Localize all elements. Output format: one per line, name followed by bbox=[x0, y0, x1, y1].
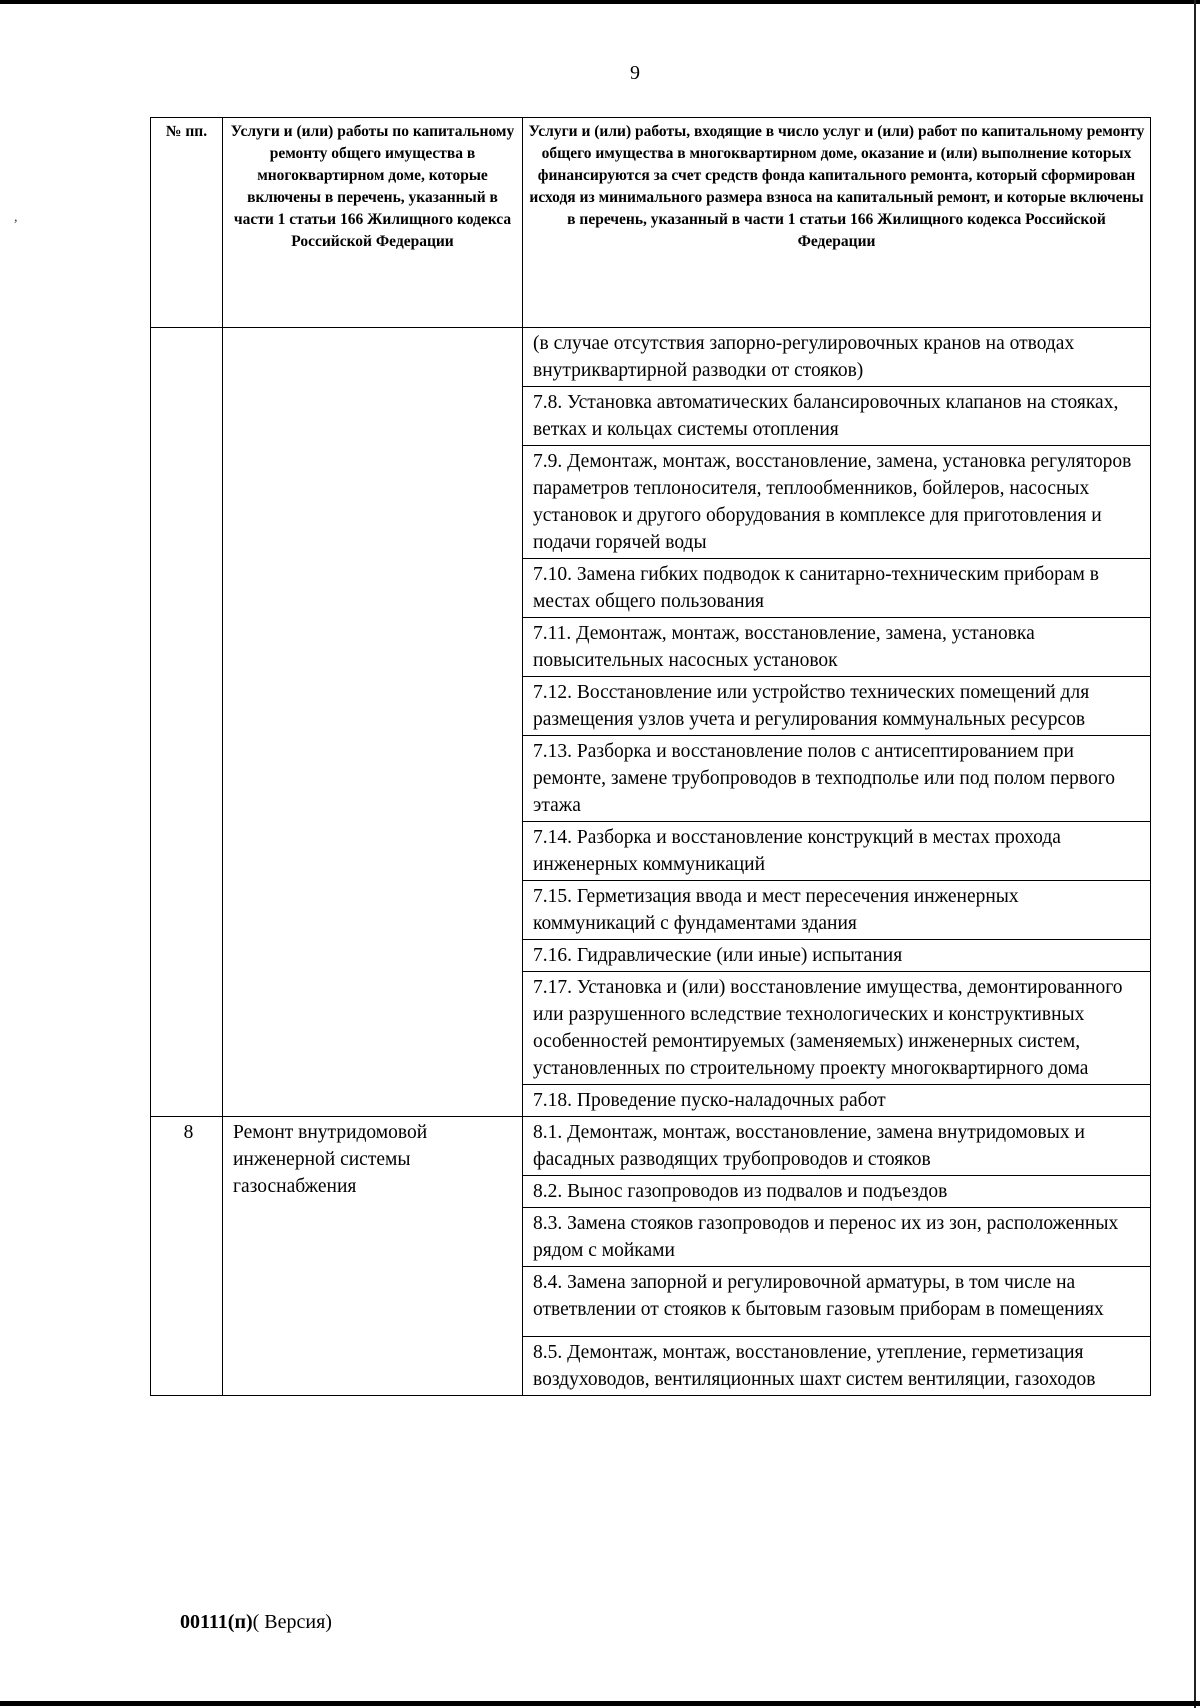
scan-edge-right bbox=[1194, 0, 1196, 1708]
section8-title: Ремонт внутридомовой инженерной системы газоснабжения bbox=[223, 1117, 523, 1396]
section7-title-cell bbox=[223, 328, 523, 1117]
section8-number: 8 bbox=[151, 1117, 223, 1396]
capital-repair-table bbox=[150, 117, 1151, 1396]
section7-item: 7.8. Установка автоматических балансировочных клапанов на стояках, ветках и кольцах системы отопления bbox=[523, 387, 1151, 446]
section7-item: 7.11. Демонтаж, монтаж, восстановление, замена, установка повысительных насосных установок bbox=[523, 618, 1151, 677]
document-version: ( Версия) bbox=[252, 1611, 332, 1633]
section7-item: 7.10. Замена гибких подводок к санитарно-техническим приборам в местах общего пользования bbox=[523, 559, 1151, 618]
section8-item: 8.5. Демонтаж, монтаж, восстановление, утепление, герметизация воздуховодов, вентиляционных шахт систем вентиляции, газоходов bbox=[523, 1337, 1151, 1396]
section7-item: 7.13. Разборка и восстановление полов с антисептированием при ремонте, замене трубопроводов в техподполье или под полом первого этажа bbox=[523, 736, 1151, 822]
section7-item: 7.16. Гидравлические (или иные) испытания bbox=[523, 940, 1151, 972]
scan-speck: , bbox=[14, 210, 18, 225]
section7-item: 7.15. Герметизация ввода и мест пересечения инженерных коммуникаций с фундаментами здания bbox=[523, 881, 1151, 940]
section7-item: (в случае отсутствия запорно-регулировочных кранов на отводах внутриквартирной разводки от стояков) bbox=[523, 328, 1151, 387]
section7-number-cell bbox=[151, 328, 223, 1117]
section8-item: 8.3. Замена стояков газопроводов и перенос их из зон, расположенных рядом с мойками bbox=[523, 1208, 1151, 1267]
section7-item: 7.14. Разборка и восстановление конструкций в местах прохода инженерных коммуникаций bbox=[523, 822, 1151, 881]
table-row bbox=[151, 1117, 1151, 1176]
table-row bbox=[151, 328, 1151, 387]
section7-item: 7.18. Проведение пуско-наладочных работ bbox=[523, 1085, 1151, 1117]
section7-item: 7.12. Восстановление или устройство технических помещений для размещения узлов учета и регулирования коммунальных ресурсов bbox=[523, 677, 1151, 736]
header-details: Услуги и (или) работы, входящие в число услуг и (или) работ по капитальному ремонту общего имущества в многоквартирном доме, оказание и (или) выполнение которых финансируются за счет средств фонда капитального ремонта, который сформирован исходя из минимального размера взноса на капитальный ремонт, и которые включены в перечень, указанный в части 1 статьи 166 Жилищного кодекса Российской Федерации bbox=[523, 118, 1151, 328]
section8-item: 8.1. Демонтаж, монтаж, восстановление, замена внутридомовых и фасадных разводящих трубопроводов и стояков bbox=[523, 1117, 1151, 1176]
document-code: 00111(п) bbox=[180, 1611, 253, 1633]
header-number: № пп. bbox=[151, 118, 223, 328]
page-number: 9 bbox=[630, 62, 640, 84]
scan-edge-top bbox=[0, 0, 1200, 4]
header-service: Услуги и (или) работы по капитальному ремонту общего имущества в многоквартирном доме, которые включены в перечень, указанный в части 1 статьи 166 Жилищного кодекса Российской Федерации bbox=[223, 118, 523, 328]
scan-edge-bottom bbox=[0, 1701, 1200, 1706]
section7-item: 7.9. Демонтаж, монтаж, восстановление, замена, установка регуляторов параметров теплоносителя, теплообменников, бойлеров, насосных установок и другого оборудования в комплексе для приготовления и подачи горячей воды bbox=[523, 446, 1151, 559]
document-footer bbox=[180, 1611, 332, 1634]
table-header-row bbox=[151, 118, 1151, 328]
section7-item: 7.17. Установка и (или) восстановление имущества, демонтированного или разрушенного вследствие технологических и конструктивных особенностей ремонтируемых (заменяемых) инженерных систем, установленных по строительному проекту многоквартирного дома bbox=[523, 972, 1151, 1085]
section8-item: 8.2. Вынос газопроводов из подвалов и подъездов bbox=[523, 1176, 1151, 1208]
section8-item: 8.4. Замена запорной и регулировочной арматуры, в том числе на ответвлении от стояков к бытовым газовым приборам в помещениях bbox=[523, 1267, 1151, 1337]
